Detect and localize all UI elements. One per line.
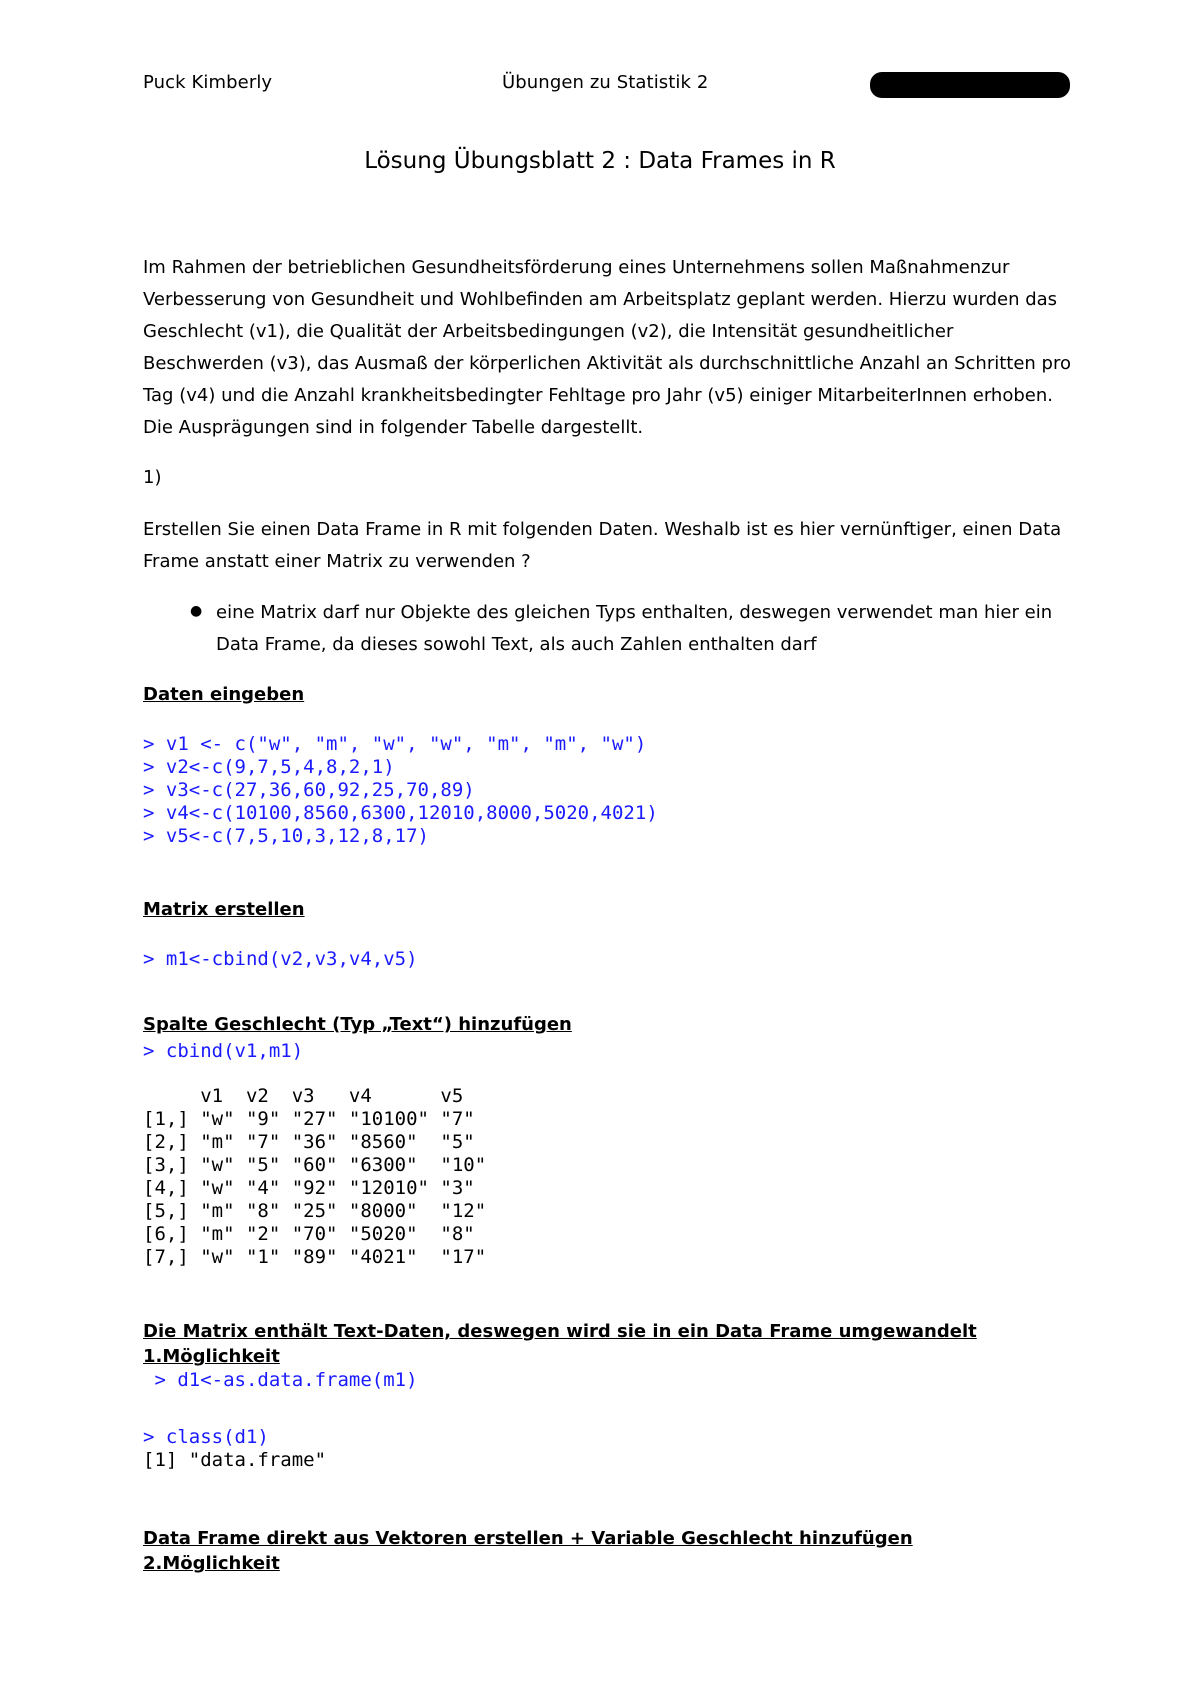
header-course: Übungen zu Statistik 2 (502, 72, 709, 93)
matrix-output-row: [5,] "m" "8" "25" "8000" "12" (143, 1200, 487, 1222)
bullet-text: eine Matrix darf nur Objekte des gleichen Typs enthalten, deswegen verwendet man hier ein Data Frame, da dieses sowohl Text, als auch Zahlen enthalten darf (216, 602, 1053, 655)
matrix-output-row: [2,] "m" "7" "36" "8560" "5" (143, 1131, 475, 1153)
code-line-d1: > d1<-as.data.frame(m1) (143, 1369, 418, 1391)
matrix-output-header: v1 v2 v3 v4 v5 (143, 1085, 464, 1107)
page-title: Lösung Übungsblatt 2 : Data Frames in R (364, 148, 836, 174)
matrix-output (143, 1085, 486, 1269)
code-line-v4: > v4<-c(10100,8560,6300,12010,8000,5020,4021) (143, 802, 658, 824)
matrix-output-row: [4,] "w" "4" "92" "12010" "3" (143, 1177, 475, 1199)
matrix-output-row: [3,] "w" "5" "60" "6300" "10" (143, 1154, 487, 1176)
code-line-cbind: > cbind(v1,m1) (143, 1040, 304, 1062)
task-text: Erstellen Sie einen Data Frame in R mit folgenden Daten. Weshalb ist es hier vernünftiger, einen Data Frame anstatt einer Matrix zu verwenden ? (143, 519, 1062, 572)
heading-moeglichkeit-2: 2.Möglichkeit (143, 1553, 280, 1574)
heading-data-frame-direkt: Data Frame direkt aus Vektoren erstellen + Variable Geschlecht hinzufügen (143, 1528, 913, 1549)
heading-matrix-text-daten: Die Matrix enthält Text-Daten, deswegen wird sie in ein Data Frame umgewandelt (143, 1321, 977, 1342)
heading-moeglichkeit-1: 1.Möglichkeit (143, 1346, 280, 1367)
header-author: Puck Kimberly (143, 72, 273, 93)
class-output: [1] "data.frame" (143, 1449, 327, 1471)
matrix-output-row: [1,] "w" "9" "27" "10100" "7" (143, 1108, 475, 1130)
redaction-bar (870, 72, 1070, 98)
code-block-vectors (143, 733, 658, 848)
heading-matrix-erstellen: Matrix erstellen (143, 899, 305, 920)
intro-paragraph: Im Rahmen der betrieblichen Gesundheitsförderung eines Unternehmens sollen Maßnahmenzur Verbesserung von Gesundheit und Wohlbefinden am Arbeitsplatz geplant werden. Hierzu wurden das Geschlecht (v1), die Qualität der Arbeitsbedingungen (v2), die Intensität gesundheitlicher Beschwerden (v3), das Ausmaß der körperlichen Aktivität als durchschnittliche Anzahl an Schritten pro Tag (v4) und die Anzahl krankheitsbedingter Fehltage pro Jahr (v5) einiger MitarbeiterInnen erhoben. Die Ausprägungen sind in folgender Tabelle dargestellt. (143, 257, 1072, 438)
code-line-v5: > v5<-c(7,5,10,3,12,8,17) (143, 825, 429, 847)
heading-daten-eingeben: Daten eingeben (143, 684, 305, 705)
bullet-icon: ● (190, 603, 203, 619)
code-line-m1: > m1<-cbind(v2,v3,v4,v5) (143, 948, 418, 970)
code-line-v3: > v3<-c(27,36,60,92,25,70,89) (143, 779, 475, 801)
task-number: 1) (143, 467, 162, 488)
matrix-output-row: [7,] "w" "1" "89" "4021" "17" (143, 1246, 487, 1268)
heading-spalte-geschlecht: Spalte Geschlecht (Typ „Text“) hinzufügen (143, 1014, 572, 1035)
code-line-v1: > v1 <- c("w", "m", "w", "w", "m", "m", "w") (143, 733, 647, 755)
matrix-output-row: [6,] "m" "2" "70" "5020" "8" (143, 1223, 475, 1245)
code-line-class: > class(d1) (143, 1426, 269, 1448)
code-line-v2: > v2<-c(9,7,5,4,8,2,1) (143, 756, 395, 778)
